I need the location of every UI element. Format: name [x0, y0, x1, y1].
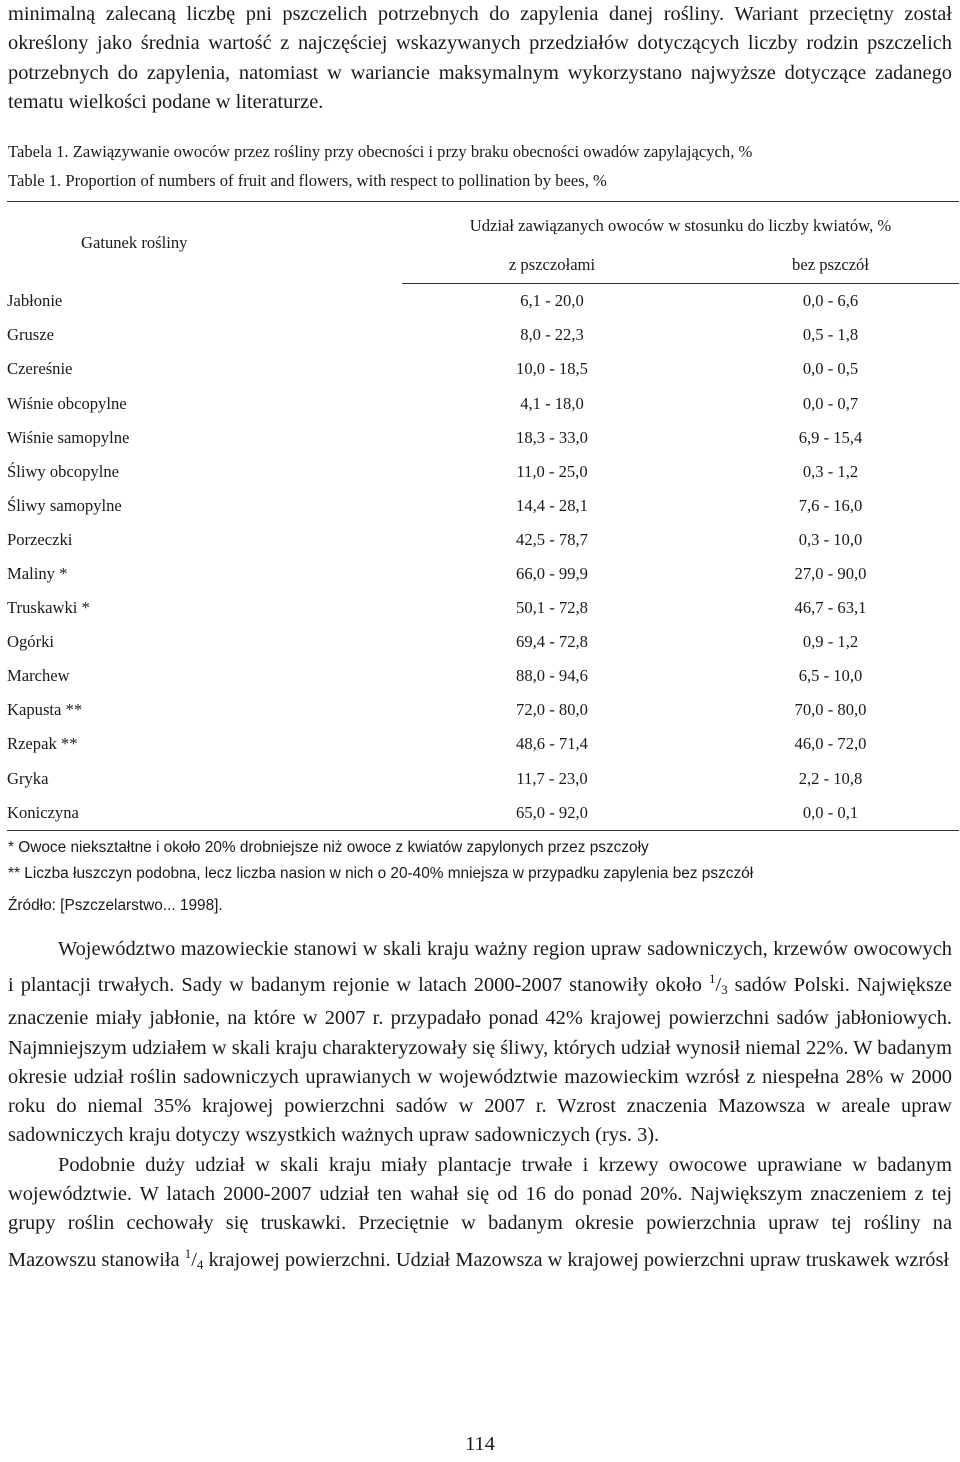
fraction-denominator: 4 [196, 1256, 204, 1272]
without-bees-cell: 70,0 - 80,0 [794, 700, 867, 720]
without-bees-cell: 7,6 - 16,0 [798, 495, 863, 515]
footnote-1: * Owoce niekształtne i około 20% drobniejsze niż owoce z kwiatów zapylonych przez pszczoły [8, 838, 649, 856]
with-bees-cell: 6,1 - 20,0 [520, 291, 584, 311]
paragraph-2 [8, 1151, 952, 1279]
paragraph-2-part2: krajowej powierzchni. Udział Mazowsza w krajowej powierzchni upraw truskawek wzrósł [203, 1248, 950, 1271]
header-with-bees: z pszczołami [402, 247, 702, 284]
header-species: Gatunek rośliny [7, 202, 402, 284]
without-bees-cell: 27,0 - 90,0 [794, 563, 867, 583]
table-row [7, 489, 959, 523]
species-cell: Ogórki [7, 632, 55, 652]
table-row [7, 625, 959, 659]
without-bees-cell: 0,0 - 6,6 [802, 291, 859, 311]
table-row [7, 727, 959, 761]
fraction-denominator: 3 [721, 981, 728, 997]
with-bees-cell: 4,1 - 18,0 [520, 393, 584, 413]
with-bees-cell: 11,0 - 25,0 [516, 461, 588, 481]
header-group: Udział zawiązanych owoców w stosunku do liczby kwiatów, % [402, 202, 959, 248]
with-bees-cell: 65,0 - 92,0 [402, 796, 702, 831]
without-bees-cell: 0,0 - 0,5 [802, 359, 859, 379]
fruit-set-table [7, 201, 959, 831]
with-bees-cell: 72,0 - 80,0 [516, 700, 588, 720]
table-row [7, 386, 959, 420]
with-bees-cell: 10,0 - 18,5 [516, 359, 588, 379]
species-cell: Śliwy obcopylne [7, 461, 119, 481]
source-note: Źródło: [Pszczelarstwo... 1998]. [8, 896, 223, 914]
species-cell: Jabłonie [7, 290, 63, 310]
species-cell: Truskawki * [7, 598, 90, 618]
without-bees-cell: 0,3 - 10,0 [798, 529, 863, 549]
without-bees-cell: 6,9 - 15,4 [798, 427, 863, 447]
with-bees-cell: 66,0 - 99,9 [516, 563, 588, 583]
species-cell: Wiśnie samopylne [7, 427, 130, 447]
without-bees-cell: 0,3 - 1,2 [802, 461, 859, 481]
without-bees-cell: 2,2 - 10,8 [798, 768, 863, 788]
species-cell: Marchew [7, 666, 70, 686]
species-cell: Koniczyna [7, 796, 402, 831]
with-bees-cell: 88,0 - 94,6 [516, 666, 588, 686]
without-bees-cell: 0,5 - 1,8 [802, 325, 859, 345]
fraction-separator: / [715, 973, 722, 996]
species-cell: Kapusta ** [7, 700, 83, 720]
species-cell: Rzepak ** [7, 734, 78, 754]
paragraph-1 [8, 935, 952, 1151]
with-bees-cell: 8,0 - 22,3 [520, 325, 584, 345]
species-cell: Śliwy samopylne [7, 495, 122, 515]
species-cell: Maliny * [7, 563, 68, 583]
without-bees-cell: 0,0 - 0,7 [802, 393, 859, 413]
table-row [7, 557, 959, 591]
species-cell: Porzeczki [7, 529, 73, 549]
with-bees-cell: 14,4 - 28,1 [516, 495, 588, 515]
header-without-bees: bez pszczół [702, 247, 959, 284]
page-number: 114 [465, 1433, 495, 1455]
with-bees-cell: 42,5 - 78,7 [516, 529, 588, 549]
table-row [7, 352, 959, 386]
table-row [7, 421, 959, 455]
fraction-numerator: 1 [708, 970, 716, 986]
table-row [7, 693, 959, 727]
intro-paragraph: minimalną zalecaną liczbę pni pszczelich potrzebnych do zapylenia danej rośliny. Wariant przeciętny został określony jako średnia wartość z najczęściej wskazywanych przedziałów dotyczących liczby rodzin pszczelich potrzebnych do zapylenia, natomiast w wariancie maksymalnym wykorzystano najwyższe dotyczące zadanego tematu wielkości podane w literaturze. [8, 3, 952, 113]
paragraph-2-part1: Podobnie duży udział w skali kraju miały plantacje trwałe i krzewy owocowe uprawiane w badanym województwie. W latach 2000-2007 udział ten wahał się od 16 do ponad 20%. Największym znaczeniem z tej grupy roślin cechowały się truskawki. Przeciętnie w badanym okresie powierzchnia upraw tej rośliny na Mazowszu stanowiła [8, 1153, 952, 1271]
table-caption-pl: Tabela 1. Zawiązywanie owoców przez rośliny przy obecności i przy braku obecności owadów zapylających, % [8, 142, 753, 162]
table-body [7, 284, 959, 831]
with-bees-cell: 50,1 - 72,8 [516, 598, 588, 618]
main-text [8, 935, 952, 1279]
table-row [7, 659, 959, 693]
without-bees-cell: 46,7 - 63,1 [794, 598, 867, 618]
with-bees-cell: 69,4 - 72,8 [516, 632, 588, 652]
without-bees-cell: 46,0 - 72,0 [794, 734, 867, 754]
paragraph-1-part2: sadów Polski. Największe znaczenie miały jabłonie, na które w 2007 r. przypadało ponad 42% krajowej powierzchni sadów jabłoniowych. Najmniejszym udziałem w skali kraju charakteryzowały się śliwy, których udział wynosił niemal 22%. W badanym okresie udział roślin sadowniczych uprawianych w województwie mazowieckim wzrósł z niespełna 28% w 2000 roku do niemal 35% krajowej powierzchni sadów w 2007 r. Wzrost znaczenia Mazowsza w areale upraw sadowniczych kraju dotyczy wszystkich ważnych upraw sadowniczych (rys. 3). [8, 973, 952, 1147]
without-bees-cell: 0,0 - 0,1 [702, 796, 959, 831]
species-cell: Czereśnie [7, 359, 73, 379]
fraction-separator: / [191, 1248, 197, 1271]
without-bees-cell: 6,5 - 10,0 [798, 666, 863, 686]
species-cell: Gryka [7, 768, 49, 788]
table-caption-en: Table 1. Proportion of numbers of fruit and flowers, with respect to pollination by bees, % [8, 171, 607, 191]
table-row [7, 796, 959, 831]
table-row [7, 762, 959, 796]
without-bees-cell: 0,9 - 1,2 [802, 632, 859, 652]
table-row [7, 591, 959, 625]
species-cell: Wiśnie obcopylne [7, 393, 127, 413]
with-bees-cell: 18,3 - 33,0 [516, 427, 588, 447]
paragraph-1-part1: Województwo mazowieckie stanowi w skali kraju ważny region upraw sadowniczych, krzewów owocowych i plantacji trwałych. Sady w badanym rejonie w latach 2000-2007 stanowiły około [8, 937, 952, 996]
footnote-2: ** Liczba łuszczyn podobna, lecz liczba nasion w nich o 20-40% mniejsza w przypadku zapylenia bez pszczół [8, 864, 754, 882]
table-row [7, 523, 959, 557]
with-bees-cell: 48,6 - 71,4 [516, 734, 588, 754]
species-cell: Grusze [7, 325, 54, 345]
table-row [7, 455, 959, 489]
table-row [7, 284, 959, 319]
document-page [8, 0, 952, 1279]
table-row [7, 318, 959, 352]
fraction-numerator: 1 [184, 1245, 192, 1261]
with-bees-cell: 11,7 - 23,0 [516, 768, 588, 788]
